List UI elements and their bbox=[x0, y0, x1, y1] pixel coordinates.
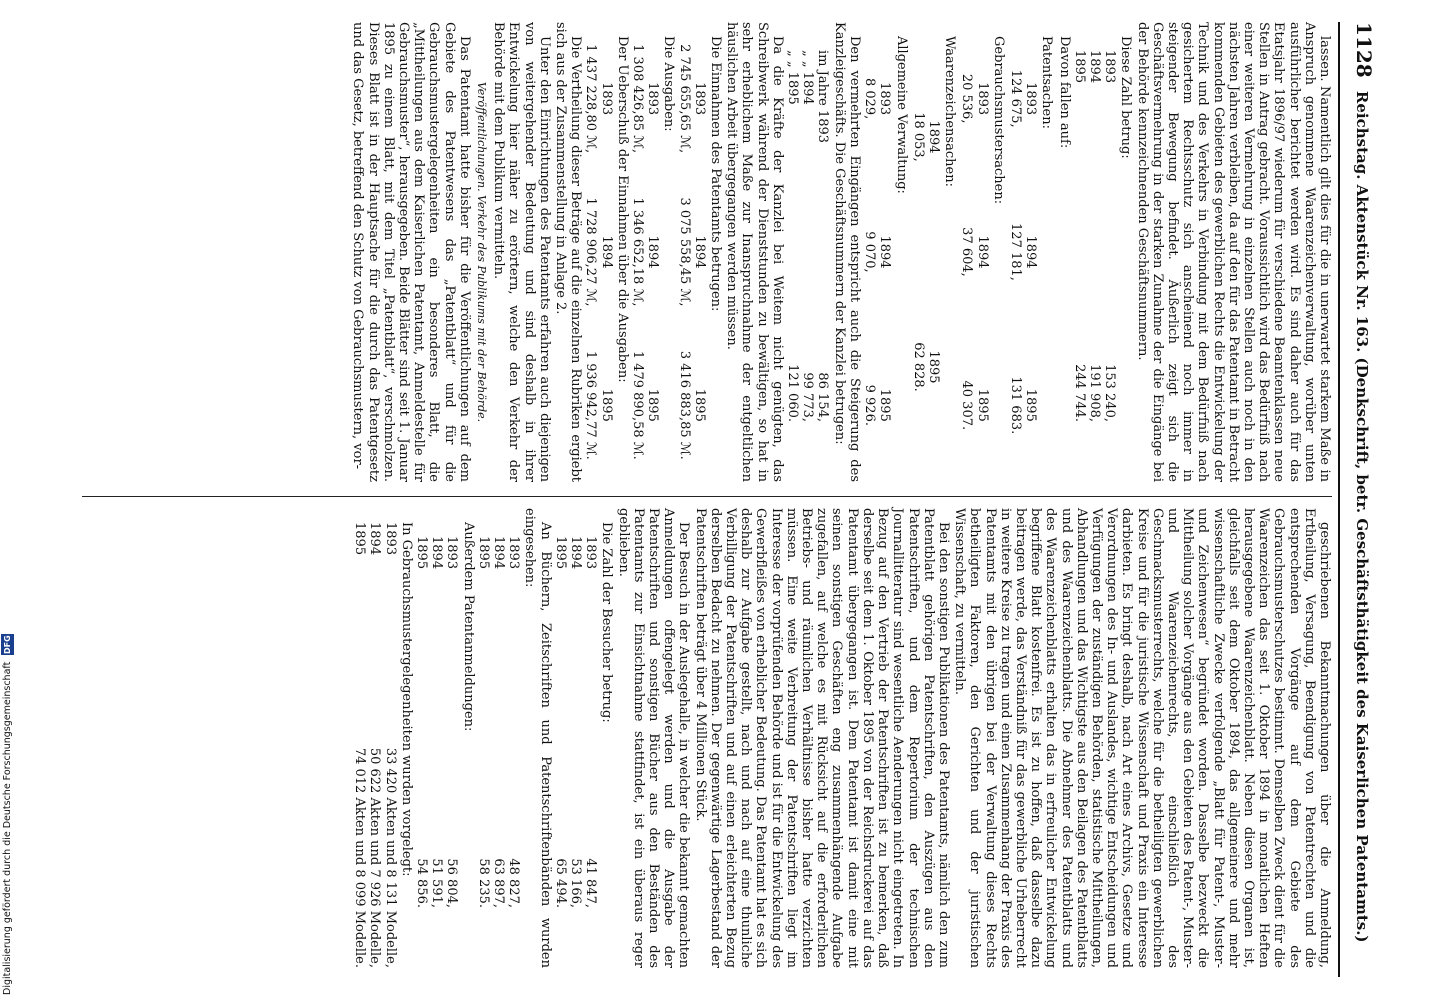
paragraph: Die Ausgaben: bbox=[661, 36, 677, 132]
table-row: im Jahre 1893 86 154, bbox=[815, 50, 831, 422]
paragraph: Davon fallen auf: bbox=[1056, 36, 1072, 149]
digitization-credit bbox=[1, 605, 23, 995]
paragraph: Der Besuch in der Auslegehalle, in welcher die bekannt gemachten Anmeldungen offengelegt werden und die Ausgabe der Patentschriften und sonstigen Bücher aus den Beständen des Patentamts zur Einsichtnahme stattfindet, ist ein überaus reger geblieben. bbox=[615, 508, 692, 968]
table-row: 1895 244 744. bbox=[1071, 50, 1087, 422]
paragraph: Die Zahl der Besucher betrug: bbox=[599, 522, 615, 723]
paragraph: Unter den Einrichtungen des Patentamts erfahren auch diejenigen von weitergehender Bedeutung und sind deshalb in ihrer Entwickelung hier näher zu erörtern, welche den Verkehr der Behörde mit dem Publikum vermitteln. bbox=[491, 22, 552, 482]
dfg-logo: DFG bbox=[3, 634, 12, 654]
table-row: 1894 51 591, bbox=[429, 536, 445, 908]
table-row: 1 437 228,80 ℳ, 1 728 906,27 ℳ, 1 936 942,77 ℳ. bbox=[583, 44, 599, 460]
paragraph: Diese Zahl betrug: bbox=[1118, 36, 1134, 159]
table-header: 1893 1894 1895 bbox=[974, 82, 990, 422]
table-row: 1895 65 494. bbox=[552, 536, 568, 908]
section-heading: Veröffentlichungen. Verkehr des Publikums mit der Behörde. bbox=[475, 81, 489, 423]
paragraph: geschriebenen Bekanntmachungen über die Anmeldung, Ertheilung, Versagung, Beendigung von Patentrechten und die entsprechenden Vorgänge auf dem Gebiete des Gebrauchsmusterschutzes bestimmt. Demselben Zweck dient für die Waarenzeichen das seit 1. Oktober 1894 in monatlichen Heften herausgegebene Waarenzeichenblatt. Neben diesen Organen ist, gleichfalls seit dem Oktober 1894, das allgemeinere und mehr wissenschaftliche Zwecke verfolgende „Blatt für Patent-, Muster- und Zeichenwesen“ begründet worden. Dasselbe bezweckt die Mittheilung solcher Vorgänge aus den Gebieten des Patent-, Muster- und Waarenzeichenrechts, einschließlich des Geschmacksmusterrechts, welche für die betheiligten gewerblichen Kreise und für die juristische Wissenschaft und Praxis ein Interesse darbieten. Es bringt deshalb, nach Art eines Archivs, Gesetze und Verordnungen des In- und Auslandes, wichtige Entscheidungen und Verfügungen der zuständigen Behörden, statistische Mittheilungen, Abhandlungen und das Wichtigste aus den Beilagen des Patentblatts und des Waarenzeichenblatts. Die Abnehmer des Patentblatts und des Waarenzeichenblatts erhalten das in erfreulicher Entwickelung begriffene Blatt kostenfrei. Es ist zu hoffen, daß dasselbe dazu beitragen werde, das Verständniß für das gewerbliche Urheberrecht in weitere Kreise zu tragen und einen Zusammenhang der Praxis des Patentamts mit den übrigen bei der Verwaltung dieses Rechts betheiligten Faktoren, den Gerichten und der juristischen Wissenschaft, zu vermitteln. bbox=[952, 508, 1332, 968]
table-row: 1893 48 827, bbox=[506, 536, 522, 908]
paragraph: Bei den sonstigen Publikationen des Patentamts, nämlich den zum Patentblatt gehörigen Patentschriften, den Auszügen aus den Patentschriften, und dem Repertorium der technischen Journallitteratur sind wesentliche Aenderungen nicht eingetreten. In Bezug auf den Vertrieb der Patentschriften ist zu bemerken, daß derselbe seit dem 1. Oktober 1895 von der Reichsdruckerei auf das Patentamt übergegangen ist. Dem Patentamt ist damit eine mit seinen sonstigen Geschäften eng zusammenhängende Aufgabe zugefallen, auf welche es mit Rücksicht auf die erforderlichen Betriebs- und räumlichen Verhältnisse bisher hatte verzichten müssen. Eine weite Verbreitung der Patentschriften liegt im Interesse der vorprüfenden Behörde und ist für die Entwickelung des Gewerbfleißes von erheblicher Bedeutung. Das Patentamt hat es sich deshalb zur Aufgabe gestellt, nach und nach auf eine thunliche Verbilligung der Patentschriften und auf einen erleichterten Bezug derselben Bedacht zu nehmen. Der gegenwärtige Lagerbestand der Patentschriften beträgt über 4 Millionen Stück. bbox=[692, 508, 951, 968]
table-row: 1895 54 856. bbox=[414, 536, 430, 908]
page-header bbox=[1340, 22, 1376, 977]
table-row: 124 675, 127 181, 131 683. bbox=[1007, 69, 1023, 435]
column-divider bbox=[82, 496, 1332, 497]
paragraph: Die Vertheilung dieser Beträge auf die einzelnen Rubriken ergiebt sich aus der Zusammenstellung in Anlage 2. bbox=[553, 22, 584, 482]
table-header: 1893 1894 1895 bbox=[645, 82, 661, 422]
table-row: 1895 58 235. bbox=[475, 536, 491, 908]
paragraph: Da die Kräfte der Kanzlei bei Weitem nicht genügten, das Schreibwerk während der Dienststunden zu bewältigen, so hat in sehr erheblichem Maße zur Inanspruchnahme der entgeltlichen häuslichen Arbeit übergegangen werden müssen. bbox=[724, 22, 785, 482]
table-row: 2 745 655,65 ℳ, 3 075 558,45 ℳ, 3 416 883,85 ℳ. bbox=[676, 44, 692, 460]
table-row: 1894 50 622 Akten und 7 926 Modelle, bbox=[367, 522, 383, 968]
left-column bbox=[349, 22, 1332, 482]
table-header: 1894 1895 bbox=[925, 120, 941, 384]
table-row: 1893 153 240, bbox=[1102, 50, 1118, 422]
page-number: 1128 bbox=[1352, 22, 1376, 78]
table-label: Allgemeine Verwaltung: bbox=[893, 36, 909, 194]
table-label: Patentsachen: bbox=[1039, 36, 1055, 129]
table-label: Gebrauchsmustersachen: bbox=[990, 36, 1006, 205]
table-row: 1894 63 897, bbox=[491, 536, 507, 908]
credit-text: Digitalisierung gefördert durch die Deutsche Forschungsgemeinschaft bbox=[2, 661, 13, 995]
table-row: 1 308 426,85 ℳ, 1 346 652,18 ℳ, 1 479 890,58 ℳ. bbox=[630, 44, 646, 460]
table-row: „ „ 1895 121 060. bbox=[785, 50, 801, 422]
paragraph: lassen. Namentlich gilt dies für die in unerwartet starkem Maße in Anspruch genommene Waarenzeichenverwaltung, worüber unten ausführlicher berichtet werden wird. Es sind daher auch für das Etatsjahr 1896/97 wiederum für verschiedene Beamtenklassen neue Stellen in Antrag gebracht. Voraussichtlich wird das Bedürfniß nach einer weiteren Vermehrung in einzelnen Stellen auch noch in den nächsten Jahren verbleiben, da auf den für das Patentamt in Betracht kommenden Gebieten des gewerblichen Rechts die Entwickelung der Technik und des Verkehrs in Verbindung mit dem Bedürfniß nach gesichertem Rechtsschutz sich anscheinend noch immer in steigender Bewegung befindet. Äußerlich zeigt sich die Geschäftsvermehrung in der starken Zunahme der die Eingänge bei der Behörde kennzeichnenden Geschäftsnummern. bbox=[1134, 22, 1332, 482]
paragraph: An Büchern, Zeitschriften und Patentschriftenbänden wurden eingesehen: bbox=[522, 508, 553, 968]
paragraph: In Gebrauchsmustergelegenheiten wurden vorgelegt: bbox=[398, 522, 414, 877]
page-title: Reichstag. Aktenstück Nr. 163. (Denkschrift, betr. Geschäftsthätigkeit des Kaiserlichen Patentamts.) bbox=[1353, 90, 1371, 943]
table-row: 1894 53 166, bbox=[568, 536, 584, 908]
table-label: Waarenzeichensachen: bbox=[942, 36, 958, 187]
paragraph: Den vermehrten Eingängen entspricht auch die Steigerung des Kanzleigeschäfts. Die Geschäftsnummern der Kanzlei betrugen: bbox=[831, 22, 862, 482]
table-row: 1893 33 420 Akten und 8 131 Modelle, bbox=[382, 522, 398, 968]
table-row: 1893 56 804, bbox=[444, 536, 460, 908]
table-row: 8 029, 9 070, 9 926. bbox=[862, 77, 878, 426]
table-row: 20 536, 37 604, 40 307. bbox=[959, 73, 975, 431]
paragraph: Die Einnahmen des Patentamts betrugen: bbox=[708, 36, 724, 312]
paragraph: Das Patentamt hatte bisher für die Veröffentlichungen auf dem Gebiete des Patentwesens das „Patentblatt“ und für die Gebrauchsmustergelegenheiten ein besonderes Blatt, die „Mittheilungen aus dem Kaiserlichen Patentamt, Anmeldestelle für Gebrauchsmuster“, herausgegeben. Beide Blätter sind seit 1. Januar 1895 zu einem Blatt, mit dem Titel „Patentblatt“, verschmolzen. Dieses Blatt ist in der Hauptsache für die durch das Patentgesetz und das Gesetz, betreffend den Schutz von Gebrauchsmustern, vor- bbox=[350, 22, 472, 482]
table-header: 1893 1894 1895 bbox=[691, 82, 707, 422]
rotated-page bbox=[72, 22, 1376, 977]
table-row: 1895 74 012 Akten und 8 099 Modelle. bbox=[352, 522, 368, 968]
table-row: 1893 41 847, bbox=[583, 536, 599, 908]
paragraph: Der Ueberschuß der Einnahmen über die Ausgaben: bbox=[614, 36, 630, 383]
table-header: 1893 1894 1895 bbox=[598, 82, 614, 422]
table-row: 18 053, 62 828. bbox=[910, 112, 926, 392]
header-rule bbox=[1338, 22, 1340, 977]
paragraph: Außerdem Patentanmeldungen: bbox=[460, 522, 476, 732]
table-row: 1894 191 908, bbox=[1086, 50, 1102, 422]
right-column bbox=[352, 508, 1332, 968]
table-header: 1893 1894 1895 bbox=[1023, 82, 1039, 422]
table-header: 1893 1894 1895 bbox=[877, 82, 893, 422]
table-row: „ „ 1894 99 773, bbox=[800, 50, 816, 422]
